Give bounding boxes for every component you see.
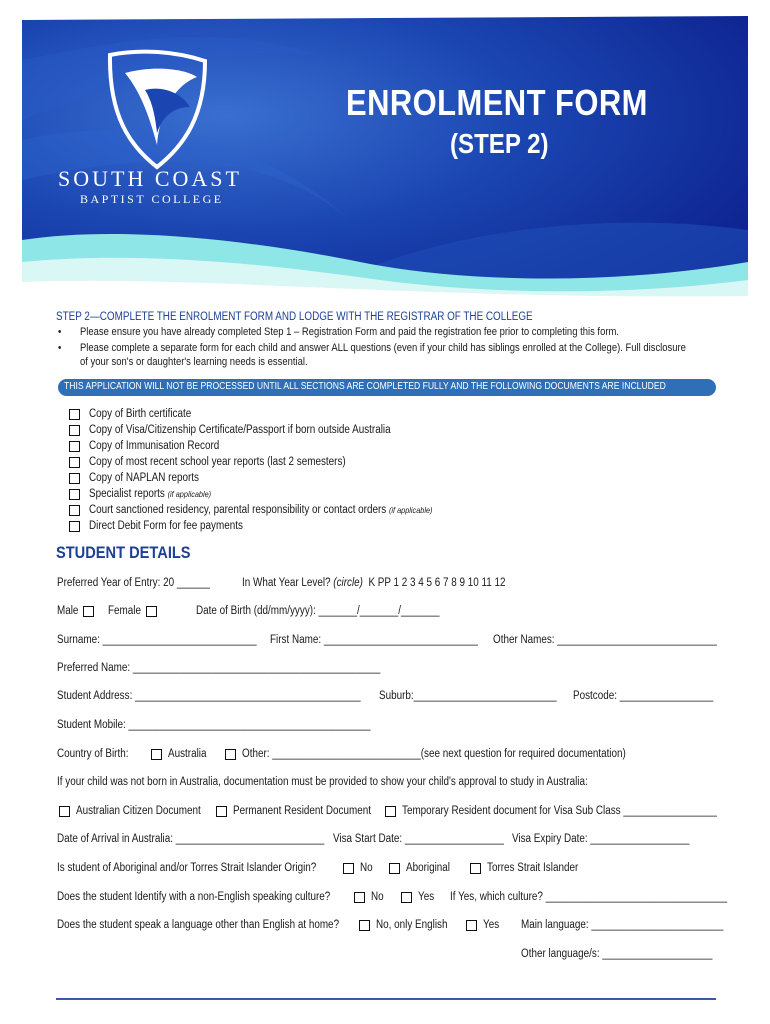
torres-label: Torres Strait Islander	[487, 862, 579, 874]
doc-checkbox-naplan[interactable]	[69, 473, 80, 484]
surname-field[interactable]: Surname: ____________________________	[57, 634, 257, 646]
bullet-icon: •	[58, 342, 62, 354]
culture-question: Does the student Identify with a non-English speaking culture?	[57, 891, 331, 903]
born-outside-note: If your child was not born in Australia, documentation must be provided to show your child's approval to study in Australia:	[57, 776, 588, 788]
only-english-label: No, only English	[376, 919, 448, 931]
visa-expiry-field[interactable]: Visa Expiry Date: __________________	[512, 833, 690, 845]
other-language-field[interactable]: Other language/s: ____________________	[521, 948, 713, 960]
year-level-options: K PP 1 2 3 4 5 6 7 8 9 10 11 12	[368, 577, 506, 589]
step-heading: STEP 2—COMPLETE THE ENROLMENT FORM AND LODGE WITH THE REGISTRAR OF THE COLLEGE	[56, 311, 533, 323]
school-name-line2: BAPTIST COLLEGE	[80, 192, 224, 206]
aboriginal-question: Is student of Aboriginal and/or Torres Strait Islander Origin?	[57, 862, 317, 874]
bullet-2: Please complete a separate form for each child and answer ALL questions (even if your child has siblings enrolled at the College). Full disclosure	[80, 342, 686, 354]
permanent-doc-checkbox[interactable]	[216, 806, 227, 817]
country-australia-label: Australia	[168, 748, 207, 760]
female-label: Female	[108, 605, 141, 617]
language-yes-label: Yes	[483, 919, 500, 931]
doc-label: Copy of Visa/Citizenship Certificate/Passport if born outside Australia	[89, 424, 391, 436]
postcode-field[interactable]: Postcode: _________________	[573, 690, 714, 702]
culture-yes-label: Yes	[418, 891, 435, 903]
citizen-doc-label: Australian Citizen Document	[76, 805, 201, 817]
year-level-field[interactable]: In What Year Level? (circle) K PP 1 2 3 4 5 6 7 8 9 10 11 12	[242, 577, 506, 589]
doc-label: Direct Debit Form for fee payments	[89, 520, 243, 532]
temporary-doc-checkbox[interactable]	[385, 806, 396, 817]
bullet-icon: •	[58, 326, 62, 338]
female-checkbox[interactable]	[146, 606, 157, 617]
doc-checkbox-court[interactable]	[69, 505, 80, 516]
mobile-field[interactable]: Student Mobile: ____________________________________________	[57, 719, 371, 731]
doc-label: Copy of Birth certificate	[89, 408, 192, 420]
culture-no-checkbox[interactable]	[354, 892, 365, 903]
country-australia-checkbox[interactable]	[151, 749, 162, 760]
aboriginal-no-label: No	[360, 862, 373, 874]
main-language-field[interactable]: Main language: ________________________	[521, 919, 724, 931]
doc-checkbox-specialist[interactable]	[69, 489, 80, 500]
header-background	[0, 0, 770, 300]
doc-label: Copy of most recent school year reports (last 2 semesters)	[89, 456, 346, 468]
language-question: Does the student speak a language other than English at home?	[57, 919, 340, 931]
male-checkbox[interactable]	[83, 606, 94, 617]
doc-label: Specialist reports (if applicable)	[89, 488, 212, 500]
requirements-banner	[58, 379, 716, 396]
bullet-1: Please ensure you have already completed Step 1 – Registration Form and paid the registration fee prior to completing this form.	[80, 326, 619, 338]
requirements-banner-text: THIS APPLICATION WILL NOT BE PROCESSED UNTIL ALL SECTIONS ARE COMPLETED FULLY AND THE FOLLOWING DOCUMENTS ARE INCLUDED	[64, 381, 666, 392]
aboriginal-checkbox[interactable]	[389, 863, 400, 874]
first-name-field[interactable]: First Name: ____________________________	[270, 634, 478, 646]
country-other-checkbox[interactable]	[225, 749, 236, 760]
doc-checkbox-birth[interactable]	[69, 409, 80, 420]
preferred-name-field[interactable]: Preferred Name: _____________________________________________	[57, 662, 381, 674]
form-subtitle: (STEP 2)	[450, 128, 549, 159]
doc-checkbox-direct-debit[interactable]	[69, 521, 80, 532]
header-banner	[0, 0, 770, 300]
suburb-field[interactable]: Suburb:__________________________	[379, 690, 557, 702]
doc-note: (if applicable)	[388, 505, 433, 515]
doc-label: Copy of Immunisation Record	[89, 440, 220, 452]
country-other-field[interactable]: Other: ___________________________(see next question for required documentation)	[242, 748, 626, 760]
address-field[interactable]: Student Address: _________________________________________	[57, 690, 361, 702]
only-english-checkbox[interactable]	[359, 920, 370, 931]
bullet-2-cont: of your son's or daughter's learning needs is essential.	[80, 356, 308, 368]
doc-checkbox-visa[interactable]	[69, 425, 80, 436]
doc-checkbox-reports[interactable]	[69, 457, 80, 468]
culture-no-label: No	[371, 891, 384, 903]
other-names-field[interactable]: Other Names: _____________________________	[493, 634, 717, 646]
visa-start-field[interactable]: Visa Start Date: __________________	[333, 833, 504, 845]
torres-checkbox[interactable]	[470, 863, 481, 874]
permanent-doc-label: Permanent Resident Document	[233, 805, 371, 817]
temporary-doc-field[interactable]: Temporary Resident document for Visa Sub Class _________________	[402, 805, 717, 817]
citizen-doc-checkbox[interactable]	[59, 806, 70, 817]
aboriginal-no-checkbox[interactable]	[343, 863, 354, 874]
doc-label: Court sanctioned residency, parental responsibility or contact orders (if applicable)	[89, 504, 433, 516]
which-culture-field[interactable]: If Yes, which culture? _________________________________	[450, 891, 728, 903]
footer-divider	[56, 998, 716, 1000]
doc-checkbox-immunisation[interactable]	[69, 441, 80, 452]
doc-label: Copy of NAPLAN reports	[89, 472, 199, 484]
entry-year-field[interactable]: Preferred Year of Entry: 20 ______	[57, 577, 210, 589]
student-details-heading: STUDENT DETAILS	[56, 543, 191, 562]
arrival-date-field[interactable]: Date of Arrival in Australia: ___________________________	[57, 833, 325, 845]
language-yes-checkbox[interactable]	[466, 920, 477, 931]
male-label: Male	[57, 605, 79, 617]
country-label: Country of Birth:	[57, 748, 129, 760]
dob-field[interactable]: Date of Birth (dd/mm/yyyy): _______/_______/_______	[196, 605, 440, 617]
aboriginal-label: Aboriginal	[406, 862, 450, 874]
culture-yes-checkbox[interactable]	[401, 892, 412, 903]
doc-note: (if applicable)	[167, 489, 212, 499]
school-name-line1: SOUTH COAST	[58, 166, 242, 191]
form-title: ENROLMENT FORM	[346, 82, 648, 123]
